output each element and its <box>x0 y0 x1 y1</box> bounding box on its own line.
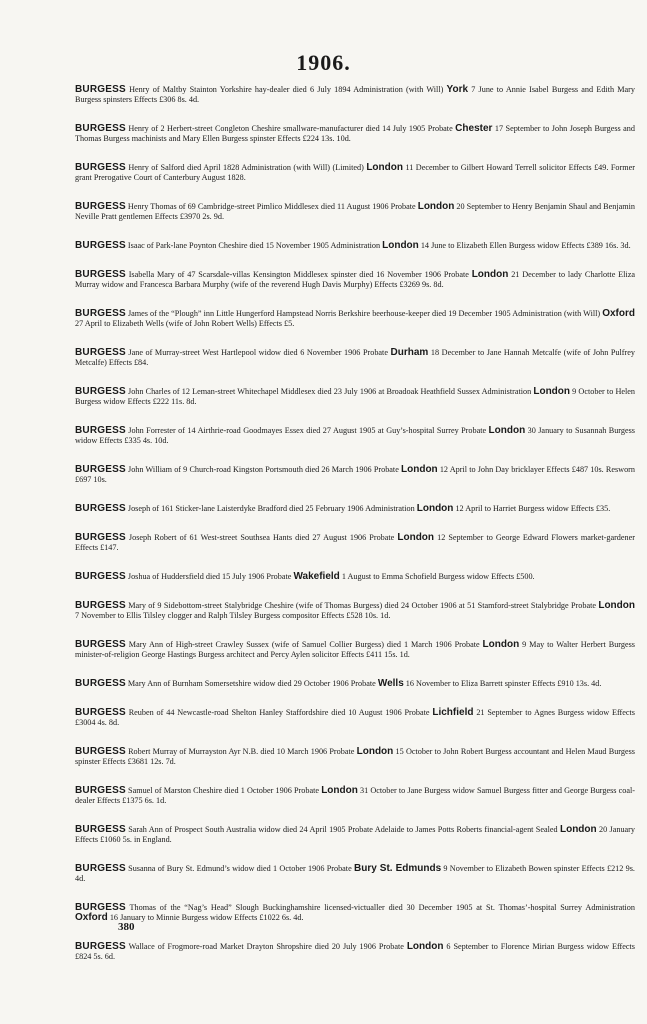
entry-text: 20 January Effects £1060 5s. in England. <box>75 825 636 844</box>
probate-entry <box>75 163 635 183</box>
entry-text: Isabella Mary of 47 Scarsdale-villas Kensington Middlesex spinster died 16 November 1906 Probate <box>125 270 472 279</box>
entry-registry-place: London <box>471 269 509 280</box>
entry-text: 31 October to Jane Burgess widow Samuel Burgess fitter and George Burgess coal-dealer Effects £1375 6s. 1d. <box>75 786 635 805</box>
entry-registry-place: London <box>598 600 635 611</box>
entry-surname: BURGESS <box>75 639 126 650</box>
entry-registry-place: London <box>416 503 454 514</box>
entry-text: 9 October to Helen Burgess widow Effects £222 11s. 8d. <box>75 387 635 406</box>
entry-registry-place: London <box>533 386 571 397</box>
probate-entry <box>75 309 635 329</box>
entry-surname: BURGESS <box>75 941 126 952</box>
probate-entry <box>75 533 635 553</box>
entry-text: 16 January to Minnie Burgess widow Effects £1022 6s. 4d. <box>107 913 304 922</box>
entry-text: 14 June to Elizabeth Ellen Burgess widow Effects £389 16s. 3d. <box>418 241 631 250</box>
entry-text: Mary of 9 Sidebottom-street Stalybridge Cheshire (wife of Thomas Burgess) died 24 October 1906 at 51 Stamford-street Stalybridge Probate <box>125 601 599 610</box>
entry-surname: BURGESS <box>75 464 126 475</box>
entry-registry-place: London <box>321 785 358 796</box>
entry-registry-place: London <box>401 464 438 475</box>
probate-entry <box>75 864 635 884</box>
entry-surname: BURGESS <box>75 824 126 835</box>
probate-entry <box>75 241 635 251</box>
entry-surname: BURGESS <box>75 84 126 95</box>
entry-text: 17 September to John Joseph Burgess and Thomas Burgess machinists and Mary Ellen Burgess spinster Effects £224 13s. 10d. <box>75 124 635 143</box>
entry-registry-place: London <box>382 240 419 251</box>
entry-text: Mary Ann of Burnham Somersetshire widow died 29 October 1906 Probate <box>125 679 378 688</box>
probate-entry <box>75 124 635 144</box>
entry-surname: BURGESS <box>75 201 126 212</box>
entry-text: Reuben of 44 Newcastle-road Shelton Hanley Staffordshire died 10 August 1906 Probate <box>125 708 433 717</box>
entry-text: John Charles of 12 Leman-street Whitechapel Middlesex died 23 July 1906 at Broadoak Heathfield Sussex Administration <box>125 387 534 396</box>
entry-text: John Forrester of 14 Airthrie-road Goodmayes Essex died 27 August 1905 at Guy’s-hospital Surrey Probate <box>125 426 489 435</box>
entry-registry-place: London <box>356 746 394 757</box>
entry-text: Henry of Salford died April 1828 Administration (with Will) (Limited) <box>125 163 367 172</box>
entry-text: 16 November to Eliza Barrett spinster Effects £910 13s. 4d. <box>403 679 602 688</box>
probate-entry <box>75 825 635 845</box>
probate-entry <box>75 202 635 222</box>
entry-text: Susanna of Bury St. Edmund’s widow died 1 October 1906 Probate <box>125 864 354 873</box>
entry-registry-place: London <box>397 532 435 543</box>
entry-text: Isaac of Park-lane Poynton Cheshire died 15 November 1905 Administration <box>125 241 383 250</box>
entry-registry-place: London <box>366 162 403 173</box>
probate-entry <box>75 426 635 446</box>
entry-registry-place: London <box>482 639 520 650</box>
entry-text: 9 May to Walter Herbert Burgess minister-of-religion George Hastings Burgess architect and Percy Aylen solicitor Effects £411 15s. 1d. <box>75 640 635 659</box>
entry-surname: BURGESS <box>75 162 126 173</box>
page-year-heading: 1906. <box>296 50 351 75</box>
entry-text: 27 April to Elizabeth Wells (wife of John Robert Wells) Effects £5. <box>75 319 295 328</box>
entry-text: 15 October to John Robert Burgess accountant and Helen Maud Burgess spinster Effects £3681 12s. 7d. <box>75 747 635 766</box>
entry-surname: BURGESS <box>75 678 126 689</box>
probate-entry <box>75 601 635 621</box>
entry-text: 12 April to Harriet Burgess widow Effects £35. <box>453 504 611 513</box>
probate-entry <box>75 786 635 806</box>
entry-surname: BURGESS <box>75 503 126 514</box>
entry-text: 21 December to lady Charlotte Eliza Murray widow and Francesca Barbara Murphy (wife of the reverend Hugh Davis Murphy) Effects £3269 9s. 8d. <box>75 270 635 289</box>
entry-text: 21 September to Agnes Burgess widow Effects £3004 4s. 8d. <box>75 708 635 727</box>
entry-surname: BURGESS <box>75 571 126 582</box>
probate-entry <box>75 679 635 689</box>
entry-surname: BURGESS <box>75 386 126 397</box>
entry-registry-place: Lichfield <box>432 707 474 718</box>
entry-text: 12 September to George Edward Flowers market-gardener Effects £147. <box>75 533 635 552</box>
probate-entry <box>75 387 635 407</box>
probate-entry <box>75 747 635 767</box>
entry-registry-place: Durham <box>390 347 429 358</box>
entry-text: Joseph Robert of 61 West-street Southsea Hants died 27 August 1906 Probate <box>125 533 398 542</box>
entry-text: Sarah Ann of Prospect South Australia widow died 24 April 1905 Probate Adelaide to James Potts Roberts financial-agent Sealed <box>125 825 560 834</box>
entry-text: Jane of Murray-street West Hartlepool widow died 6 November 1906 Probate <box>125 348 391 357</box>
entry-registry-place: London <box>488 425 526 436</box>
probate-entry <box>75 942 635 962</box>
entry-surname: BURGESS <box>75 240 126 251</box>
entry-text: 7 November to Ellis Tilsley clogger and Ralph Tilsley Burgess compositor Effects £528 10s. 1d. <box>75 611 391 620</box>
entry-text: John William of 9 Church-road Kingston Portsmouth died 26 March 1906 Probate <box>125 465 402 474</box>
entry-surname: BURGESS <box>75 785 126 796</box>
entry-registry-place: York <box>446 84 469 95</box>
entry-registry-place: Wells <box>377 678 404 689</box>
entry-text: Samuel of Marston Cheshire died 1 October 1906 Probate <box>125 786 322 795</box>
entry-text: Henry of Maltby Stainton Yorkshire hay-dealer died 6 July 1894 Administration (with Will) <box>125 85 447 94</box>
page-number: 380 <box>118 921 135 933</box>
entry-text: 18 December to Jane Hannah Metcalfe (wife of John Pulfrey Metcalfe) Effects £84. <box>75 348 635 367</box>
probate-entry <box>75 708 635 728</box>
entry-text: Joshua of Huddersfield died 15 July 1906 Probate <box>125 572 294 581</box>
probate-entry <box>75 348 635 368</box>
entry-registry-place: London <box>406 941 444 952</box>
entry-text: Robert Murray of Murrayston Ayr N.B. died 10 March 1906 Probate <box>125 747 357 756</box>
entry-text: 9 November to Elizabeth Bowen spinster Effects £212 9s. 4d. <box>75 864 635 883</box>
entry-surname: BURGESS <box>75 123 126 134</box>
entry-registry-place: Oxford <box>75 912 108 923</box>
entry-text: Wallace of Frogmore-road Market Drayton Shropshire died 20 July 1906 Probate <box>125 942 407 951</box>
probate-entry <box>75 85 635 105</box>
entry-text: 11 December to Gilbert Howard Terrell solicitor Effects £49. Former grant Prerogative Court of Canterbury August 1828. <box>75 163 635 182</box>
entry-text: 12 April to John Day bricklayer Effects £487 10s. Resworn £697 10s. <box>75 465 635 484</box>
entry-surname: BURGESS <box>75 269 126 280</box>
probate-entry <box>75 465 635 485</box>
probate-entry <box>75 270 635 290</box>
entry-text: James of the “Plough” inn Little Hungerford Hampstead Norris Berkshire beerhouse-keeper died 19 December 1905 Administration (with Will) <box>125 309 603 318</box>
entry-text: Mary Ann of High-street Crawley Sussex (wife of Samuel Collier Burgess) died 1 March 1906 Probate <box>125 640 483 649</box>
probate-entry <box>75 903 635 923</box>
entry-text: Henry of 2 Herbert-street Congleton Cheshire smallware-manufacturer died 14 July 1905 Probate <box>125 124 456 133</box>
entry-surname: BURGESS <box>75 746 126 757</box>
entry-surname: BURGESS <box>75 863 126 874</box>
probate-entry <box>75 640 635 660</box>
entry-surname: BURGESS <box>75 707 126 718</box>
entry-text: Joseph of 161 Sticker-lane Laisterdyke Bradford died 25 February 1906 Administration <box>125 504 417 513</box>
entry-text: 6 September to Florence Mirian Burgess widow Effects £824 5s. 6d. <box>75 942 635 961</box>
entry-registry-place: London <box>417 201 455 212</box>
entry-registry-place: Wakefield <box>293 571 340 582</box>
entries-list <box>75 85 635 981</box>
entry-registry-place: Oxford <box>602 308 635 319</box>
entry-surname: BURGESS <box>75 600 126 611</box>
entry-registry-place: Bury St. Edmunds <box>354 863 442 874</box>
entry-registry-place: London <box>559 824 597 835</box>
entry-text: Henry Thomas of 69 Cambridge-street Pimlico Middlesex died 11 August 1906 Probate <box>125 202 418 211</box>
probate-entry <box>75 504 635 514</box>
entry-text: 7 June to Annie Isabel Burgess and Edith Mary Burgess spinsters Effects £306 8s. 4d. <box>75 85 635 104</box>
entry-surname: BURGESS <box>75 902 126 913</box>
entry-text: Thomas of the “Nag’s Head” Slough Buckinghamshire licensed-victualler died 30 December 1905 at St. Thomas’-hospital Surrey Administration <box>125 903 635 912</box>
entry-registry-place: Chester <box>455 123 493 134</box>
entry-surname: BURGESS <box>75 425 126 436</box>
entry-text: 1 August to Emma Schofield Burgess widow Effects £500. <box>339 572 535 581</box>
entry-surname: BURGESS <box>75 532 126 543</box>
entry-surname: BURGESS <box>75 347 126 358</box>
probate-entry <box>75 572 635 582</box>
entry-surname: BURGESS <box>75 308 126 319</box>
entry-text: 30 January to Susannah Burgess widow Effects £335 4s. 10d. <box>75 426 635 445</box>
entry-text: 20 September to Henry Benjamin Shaul and Benjamin Neville Pratt gentlemen Effects £3970 2s. 9d. <box>75 202 635 221</box>
